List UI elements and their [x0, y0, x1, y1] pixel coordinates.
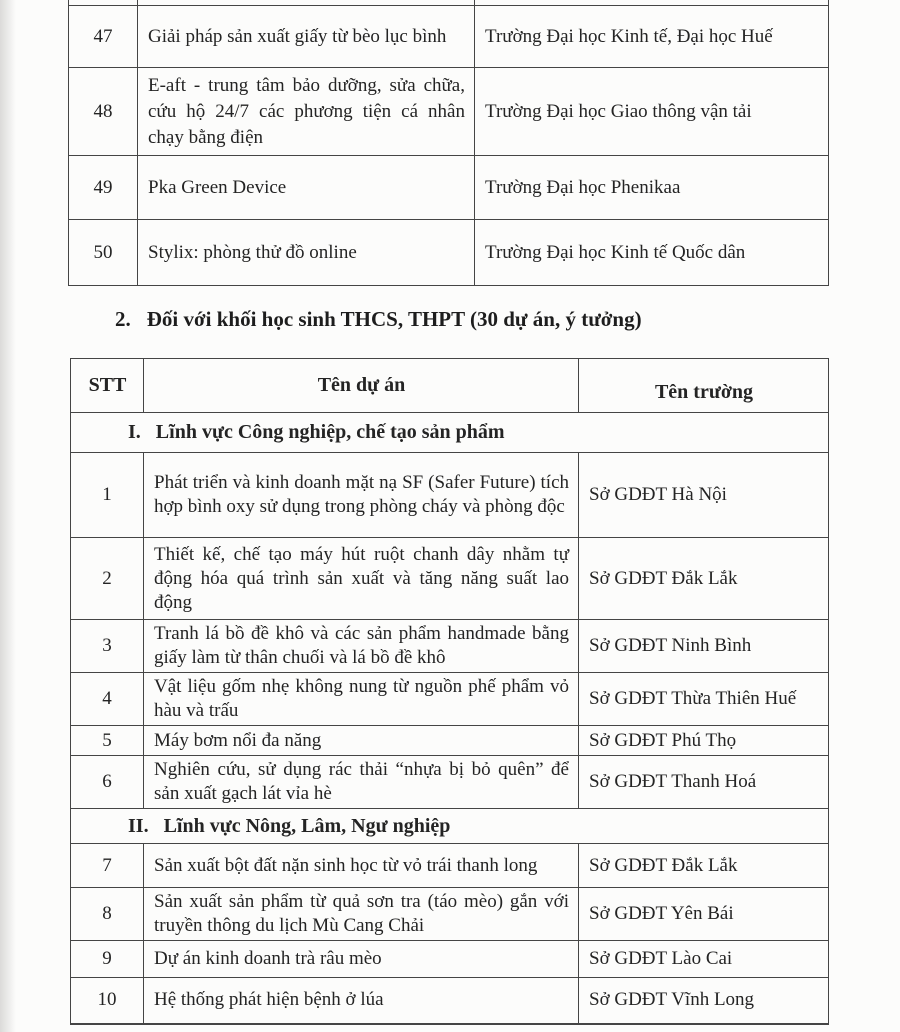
- school-cell: Sở GDĐT Lào Cai: [579, 941, 829, 978]
- project-cell: Sản xuất bột đất nặn sinh học từ vỏ trái thanh long: [144, 844, 579, 888]
- stt-cell: 7: [71, 844, 144, 888]
- stt-cell: 50: [69, 220, 138, 286]
- stt-cell: 2: [71, 538, 144, 620]
- table-row: [71, 538, 829, 620]
- project-cell: Tranh lá bồ đề khô và các sản phẩm handmade bằng giấy làm từ thân chuối và lá bồ đề khô: [144, 620, 579, 673]
- table-row: [71, 888, 829, 941]
- table-row: [71, 756, 829, 809]
- project-cell: Máy bơm nổi đa năng: [144, 726, 579, 756]
- project-cell: Dự án kinh doanh trà râu mèo: [144, 941, 579, 978]
- section-row-industry: [71, 413, 829, 453]
- section-cell: [71, 809, 829, 844]
- project-cell: Hệ thống phát hiện bệnh ở lúa: [144, 978, 579, 1024]
- header-project: Tên dự án: [144, 359, 579, 413]
- school-cell: Sở GDĐT Đắk Lắk: [579, 844, 829, 888]
- stt-cell: 4: [71, 673, 144, 726]
- project-cell: Pka Green Device: [138, 156, 475, 220]
- table-row: [71, 844, 829, 888]
- header-school: Tên trường: [579, 359, 829, 413]
- project-cell: Stylix: phòng thử đồ online: [138, 220, 475, 286]
- stt-cell: 8: [71, 888, 144, 941]
- school-cell: Sở GDĐT Thanh Hoá: [579, 756, 829, 809]
- stt-cell: 5: [71, 726, 144, 756]
- school-projects-table: [70, 358, 829, 1025]
- section-cell: [71, 413, 829, 453]
- stt-cell: 48: [69, 68, 138, 156]
- section-number: II.: [128, 814, 149, 837]
- stt-cell: 3: [71, 620, 144, 673]
- table-row: [71, 673, 829, 726]
- project-cell: Nghiên cứu, sử dụng rác thải “nhựa bị bỏ quên” để sản xuất gạch lát vỉa hè: [144, 756, 579, 809]
- university-projects-table: [68, 0, 829, 286]
- project-cell: Sản xuất sản phẩm từ quả sơn tra (táo mèo) gắn với truyền thông du lịch Mù Cang Chải: [144, 888, 579, 941]
- stt-cell: 47: [69, 6, 138, 68]
- section-row-agriculture: [71, 809, 829, 844]
- section-heading-number: 2.: [115, 307, 131, 331]
- school-cell: Sở GDĐT Vĩnh Long: [579, 978, 829, 1024]
- section-heading-text: Đối với khối học sinh THCS, THPT (30 dự án, ý tưởng): [146, 307, 642, 331]
- section-label: Lĩnh vực Nông, Lâm, Ngư nghiệp: [163, 814, 451, 837]
- stt-cell: 1: [71, 453, 144, 538]
- school-cell: Trường Đại học Kinh tế, Đại học Huế: [475, 6, 829, 68]
- table-row: [69, 6, 829, 68]
- section-heading: [115, 307, 835, 332]
- school-cell: Trường Đại học Phenikaa: [475, 156, 829, 220]
- project-cell: Vật liệu gốm nhẹ không nung từ nguồn phế phẩm vỏ hàu và trấu: [144, 673, 579, 726]
- stt-cell: 10: [71, 978, 144, 1024]
- table-row: [69, 68, 829, 156]
- school-cell: Trường Đại học Kinh tế Quốc dân: [475, 220, 829, 286]
- section-label: Lĩnh vực Công nghiệp, chế tạo sản phẩm: [155, 421, 505, 443]
- table-row: [71, 453, 829, 538]
- table-row: [69, 220, 829, 286]
- table-row: [71, 978, 829, 1024]
- school-cell: Sở GDĐT Thừa Thiên Huế: [579, 673, 829, 726]
- stt-cell: 9: [71, 941, 144, 978]
- table-row: [69, 156, 829, 220]
- school-cell: Sở GDĐT Ninh Bình: [579, 620, 829, 673]
- table-row: [71, 726, 829, 756]
- school-cell: Sở GDĐT Yên Bái: [579, 888, 829, 941]
- header-stt: STT: [71, 359, 144, 413]
- school-cell: Sở GDĐT Hà Nội: [579, 453, 829, 538]
- project-cell: Giải pháp sản xuất giấy từ bèo lục bình: [138, 6, 475, 68]
- table-header-row: [71, 359, 829, 413]
- stt-cell: 6: [71, 756, 144, 809]
- stt-cell: 49: [69, 156, 138, 220]
- table-row: [71, 620, 829, 673]
- project-cell: Phát triển và kinh doanh mặt nạ SF (Safer Future) tích hợp bình oxy sử dụng trong phòng cháy và phòng độc: [144, 453, 579, 538]
- school-cell: Sở GDĐT Phú Thọ: [579, 726, 829, 756]
- section-number: I.: [128, 421, 141, 443]
- school-cell: Trường Đại học Giao thông vận tải: [475, 68, 829, 156]
- project-cell: Thiết kế, chế tạo máy hút ruột chanh dây nhằm tự động hóa quá trình sản xuất và tăng năng suất lao động: [144, 538, 579, 620]
- school-cell: Sở GDĐT Đắk Lắk: [579, 538, 829, 620]
- table-row: [71, 941, 829, 978]
- project-cell: E-aft - trung tâm bảo dưỡng, sửa chữa, cứu hộ 24/7 các phương tiện cá nhân chạy bằng điện: [138, 68, 475, 156]
